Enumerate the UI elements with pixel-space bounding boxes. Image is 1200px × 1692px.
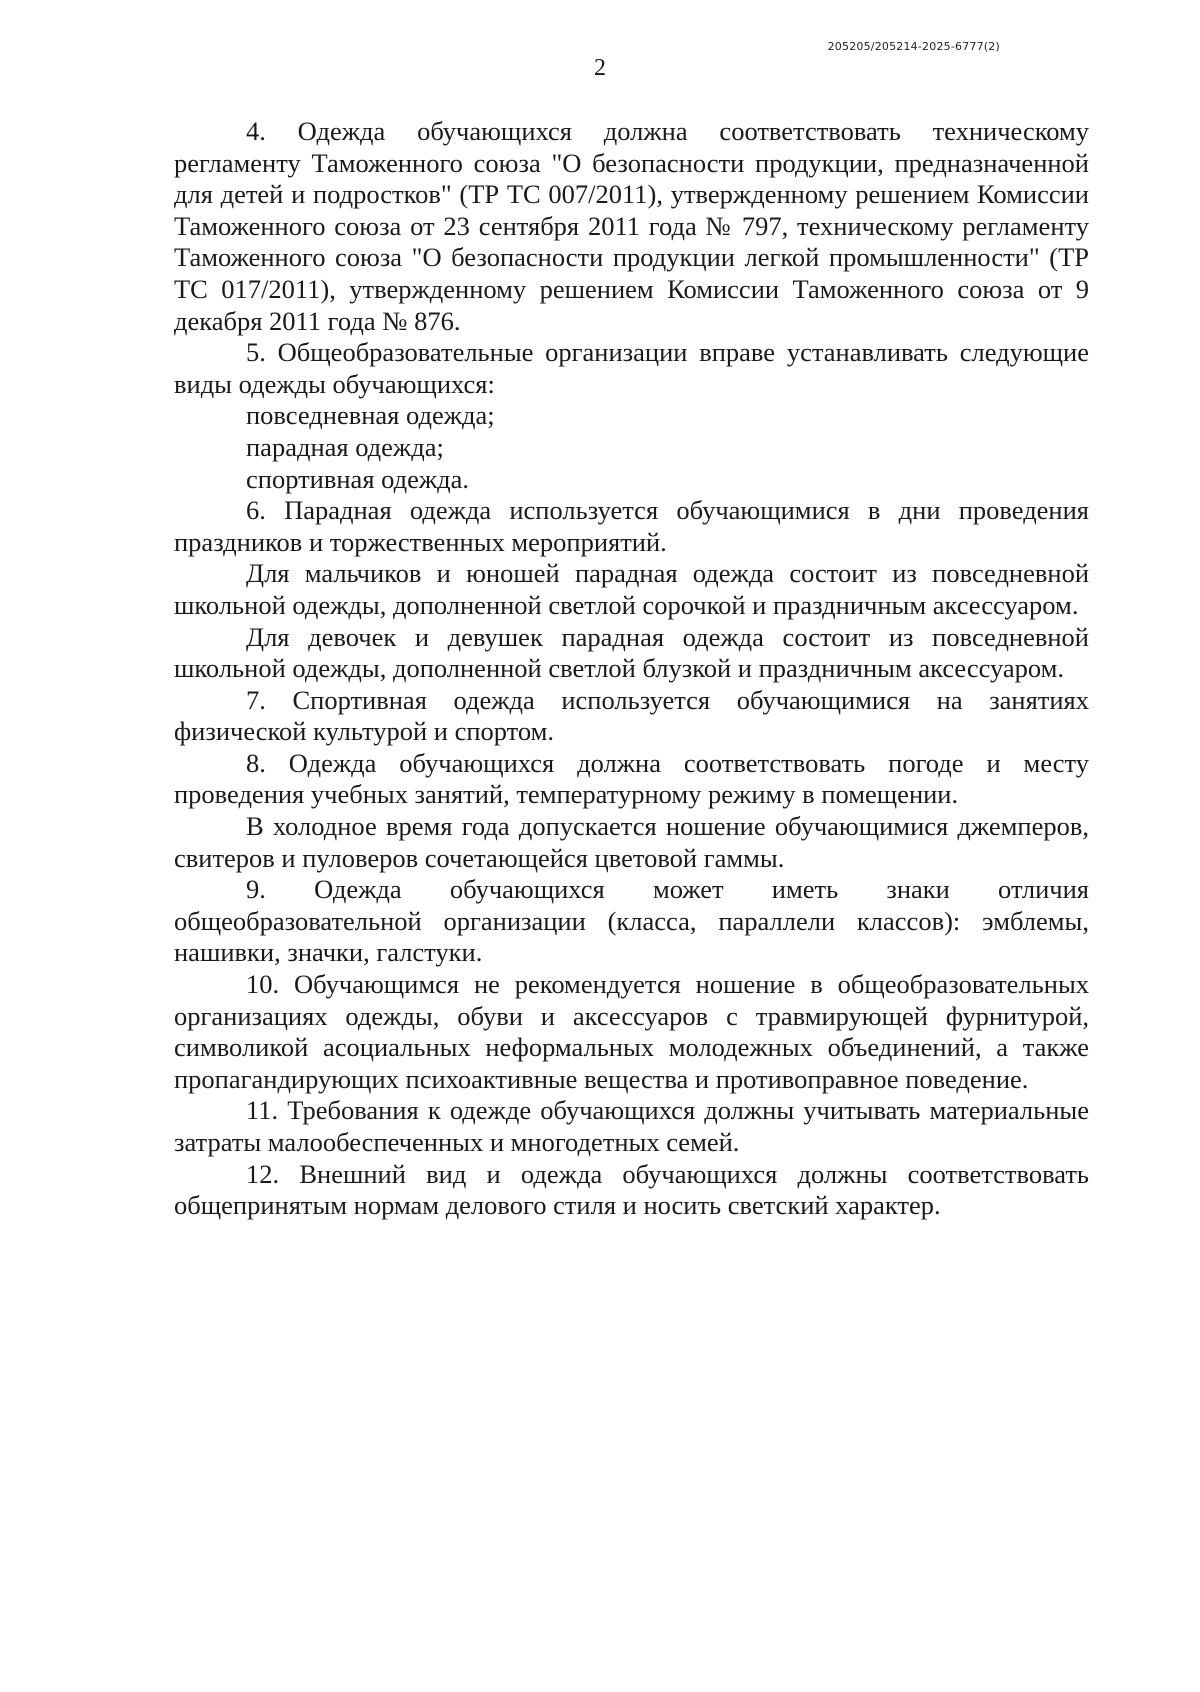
document-id: 205205/205214-2025-6777(2) bbox=[827, 40, 1000, 53]
document-body bbox=[174, 116, 1089, 1222]
paragraph-girls-formal: Для девочек и девушек парадная одежда состоит из повседневной школьной одежды, дополненной светлой блузкой и праздничным аксессуаром. bbox=[174, 621, 1089, 684]
paragraph-cold-season: В холодное время года допускается ношение обучающимися джемперов, свитеров и пуловеров сочетающейся цветовой гаммы. bbox=[174, 811, 1089, 873]
list-item-sports-clothing: спортивная одежда. bbox=[246, 463, 470, 494]
paragraph-11: 11. Требования к одежде обучающихся должны учитывать материальные затраты малообеспеченных и многодетных семей. bbox=[174, 1095, 1089, 1157]
paragraph-12: 12. Внешний вид и одежда обучающихся должны соответствовать общепринятым нормам делового стиля и носить светский характер. bbox=[174, 1158, 1089, 1221]
paragraph-10: 10. Обучающимся не рекомендуется ношение в общеобразовательных организациях одежды, обуви и аксессуаров с травмирующей фурнитурой, символикой асоциальных неформальных молодежных объединений, а также пропагандирующих психоактивные вещества и противоправное поведение. bbox=[174, 969, 1089, 1094]
paragraph-8: 8. Одежда обучающихся должна соответствовать погоде и месту проведения учебных занятий, температурному режиму в помещении. bbox=[174, 747, 1089, 810]
page-number: 2 bbox=[594, 55, 606, 81]
list-item-everyday-clothing: повседневная одежда; bbox=[246, 400, 495, 431]
list-item-formal-clothing: парадная одежда; bbox=[246, 431, 444, 462]
paragraph-6: 6. Парадная одежда используется обучающимися в дни проведения праздников и торжественных мероприятий. bbox=[174, 495, 1089, 557]
paragraph-7: 7. Спортивная одежда используется обучающимися на занятиях физической культурой и спортом. bbox=[174, 684, 1089, 747]
paragraph-9: 9. Одежда обучающихся может иметь знаки отличия общеобразовательной организации (класса, параллели классов): эмблемы, нашивки, значки, галстуки. bbox=[174, 874, 1089, 968]
paragraph-boys-formal: Для мальчиков и юношей парадная одежда состоит из повседневной школьной одежды, дополненной светлой сорочкой и праздничным аксессуаром. bbox=[174, 558, 1089, 620]
paragraph-4: 4. Одежда обучающихся должна соответствовать техническому регламенту Таможенного союза "О безопасности продукции, предназначенной для детей и подростков" (ТР ТС 007/2011), утвержденному решением Комиссии Таможенного союза от 23 сентября 2011 года № 797, техническому регламенту Таможенного союза "О безопасности продукции легкой промышленности" (ТР ТС 017/2011), утвержденному решением Комиссии Таможенного союза от 9 декабря 2011 года № 876. bbox=[174, 116, 1089, 336]
paragraph-5: 5. Общеобразовательные организации вправе устанавливать следующие виды одежды обучающихся: bbox=[174, 337, 1089, 399]
